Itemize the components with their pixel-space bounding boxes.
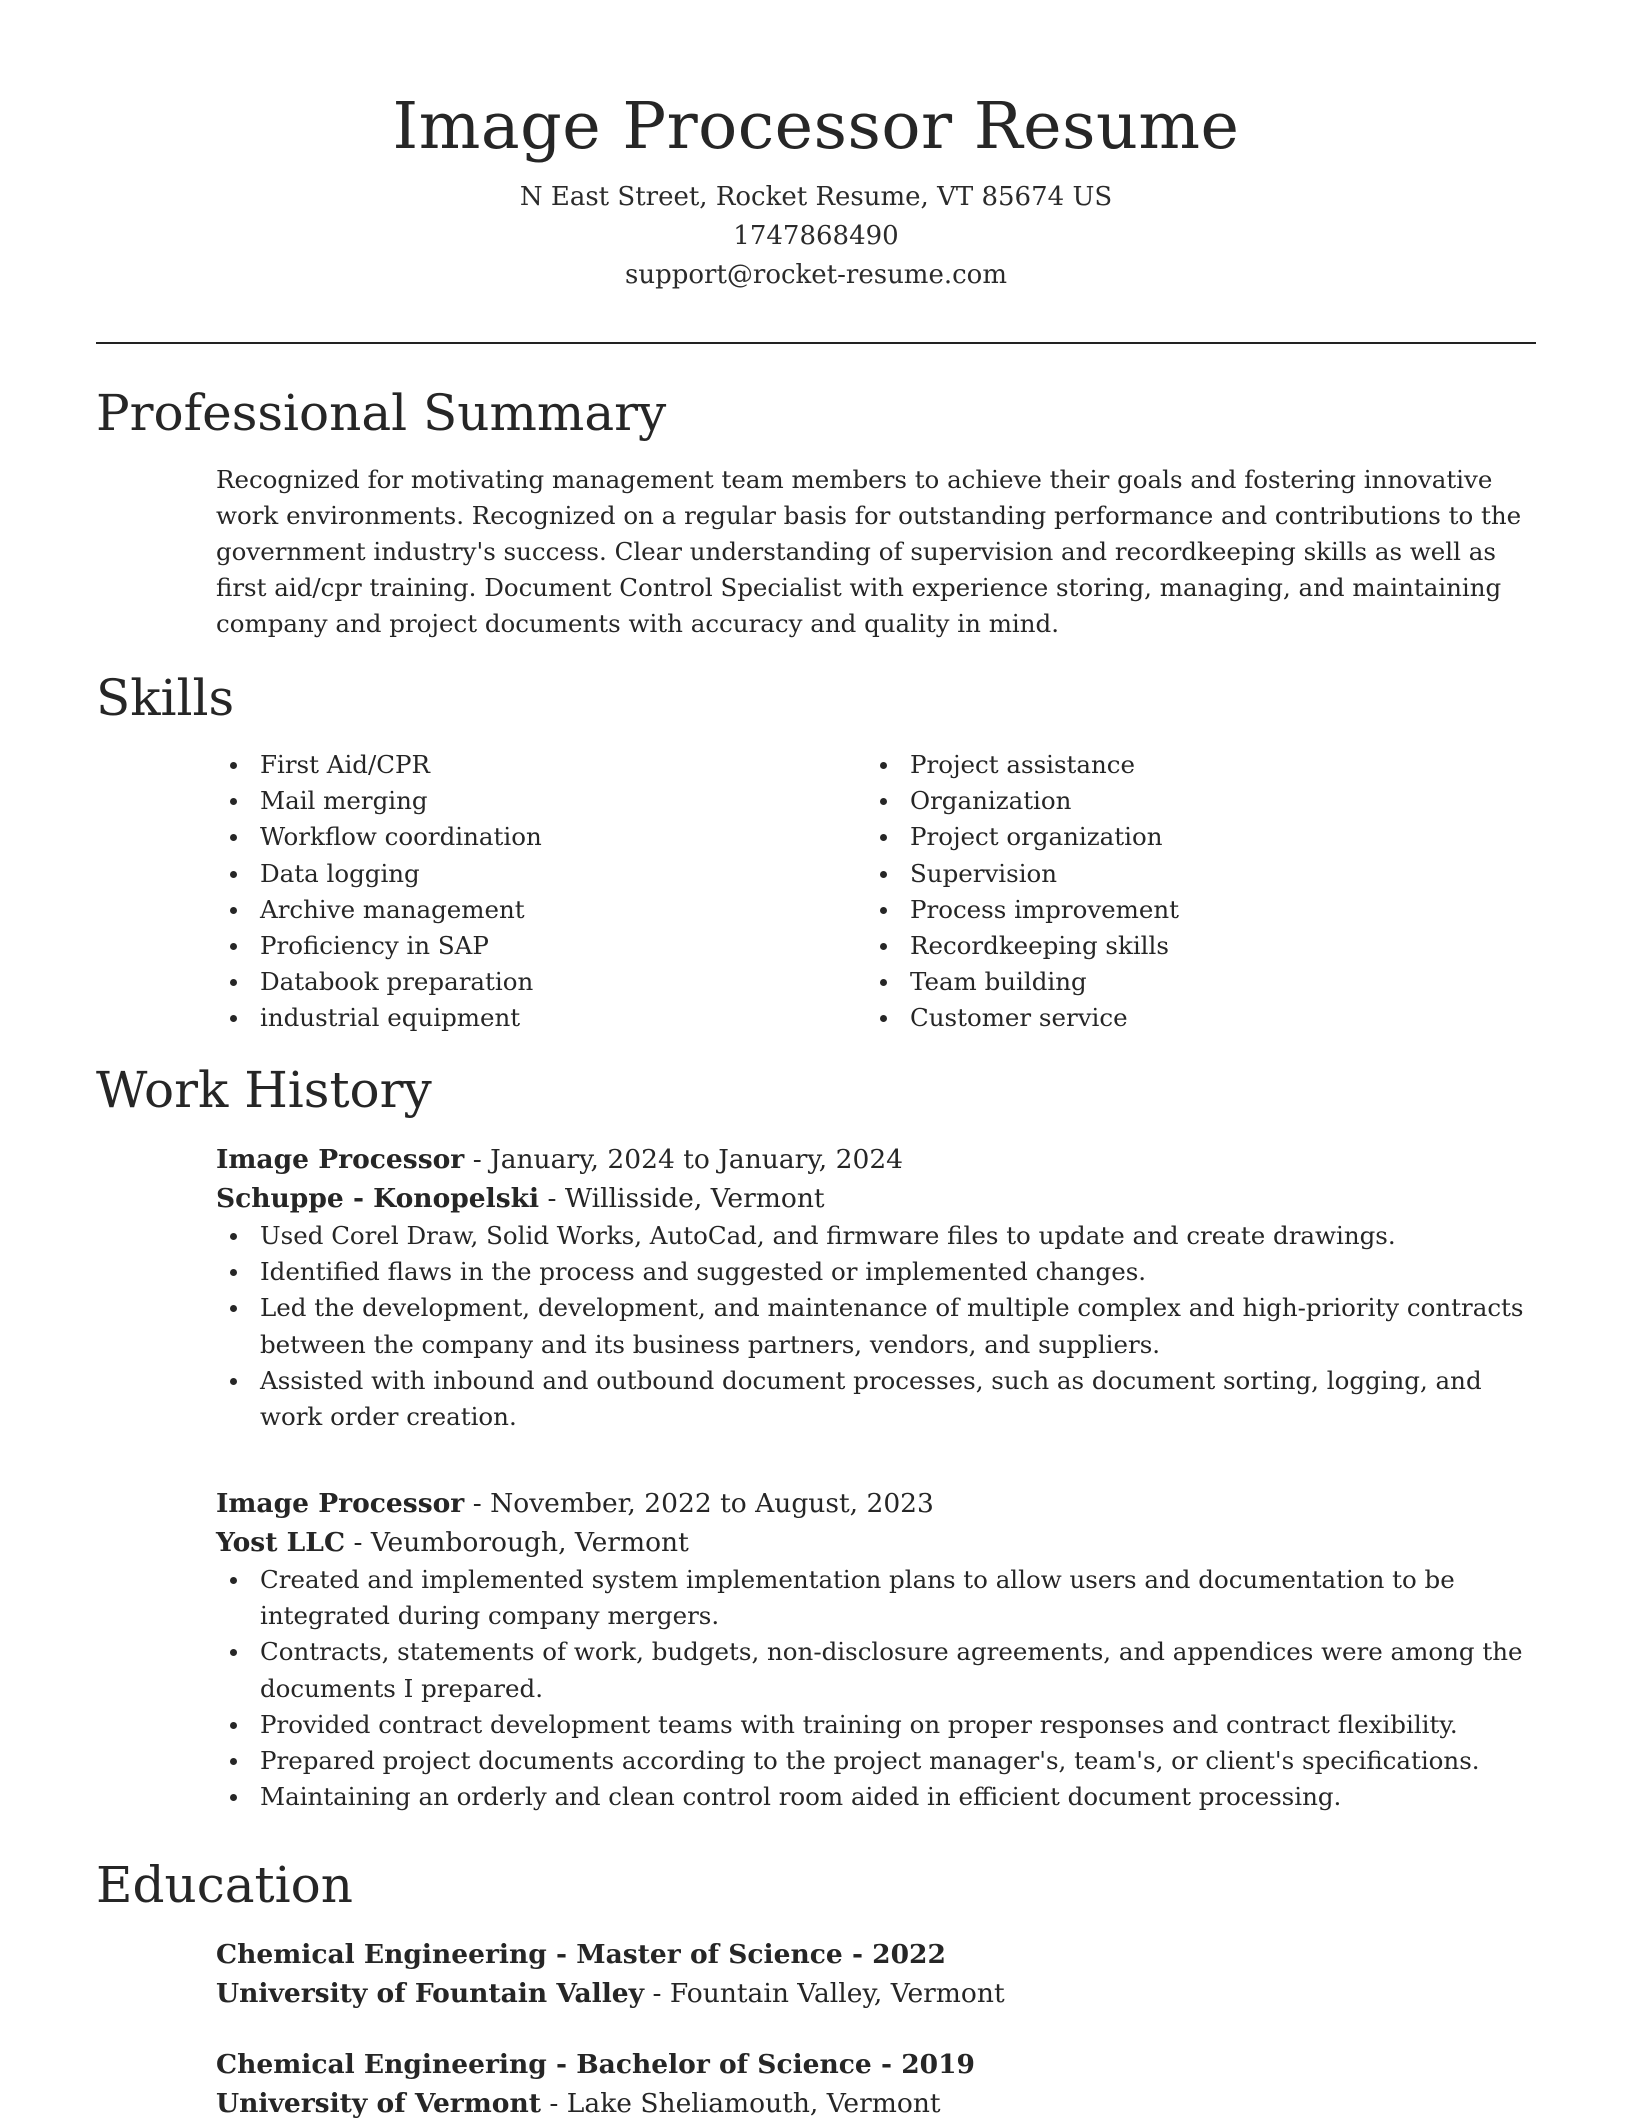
education-school-line <box>216 1974 1536 2013</box>
job-title-line <box>216 1484 1546 1523</box>
resume-title: Image Processor Resume <box>392 89 1240 164</box>
skill-item: Mail merging <box>216 783 836 819</box>
contact-phone: 1747868490 <box>733 221 899 251</box>
skill-item: Project assistance <box>866 747 1486 783</box>
skill-item: Recordkeeping skills <box>866 928 1486 964</box>
work-history-heading: Work History <box>96 1061 432 1119</box>
job-bullets <box>216 1562 1546 1815</box>
education-entry <box>216 2045 1536 2123</box>
skill-item: Archive management <box>216 892 836 928</box>
education-heading: Education <box>96 1856 353 1914</box>
job-bullet: Identified flaws in the process and suggested or implemented changes. <box>216 1254 1546 1290</box>
education-degree: Chemical Engineering - Bachelor of Science - 2019 <box>216 2049 975 2080</box>
summary-heading: Professional Summary <box>96 384 667 442</box>
skill-item: First Aid/CPR <box>216 747 836 783</box>
job-location: - Willisside, Vermont <box>539 1183 825 1214</box>
skill-item: Project organization <box>866 819 1486 855</box>
skill-item: Workflow coordination <box>216 819 836 855</box>
job-bullet: Provided contract development teams with training on proper responses and contract flexibility. <box>216 1707 1546 1743</box>
job-company-line <box>216 1179 1546 1218</box>
education-school: University of Fountain Valley <box>216 1978 645 2009</box>
job-bullet: Assisted with inbound and outbound document processes, such as document sorting, logging, and work order creation. <box>216 1363 1546 1435</box>
job-role: Image Processor <box>216 1144 465 1175</box>
job-entry <box>216 1140 1546 1435</box>
education-location: - Lake Sheliamouth, Vermont <box>541 2088 941 2119</box>
skills-left-column <box>216 747 836 1037</box>
skill-item: Customer service <box>866 1000 1486 1036</box>
skills-right-list <box>866 747 1486 1037</box>
job-bullet: Contracts, statements of work, budgets, non-disclosure agreements, and appendices were among the documents I prepared. <box>216 1634 1546 1706</box>
job-location: - Veumborough, Vermont <box>345 1527 689 1558</box>
education-school-line <box>216 2084 1536 2123</box>
job-bullets <box>216 1218 1546 1435</box>
job-title-line <box>216 1140 1546 1179</box>
resume-header <box>0 0 1632 295</box>
job-dates: - January, 2024 to January, 2024 <box>464 1144 904 1175</box>
summary-text: Recognized for motivating management team members to achieve their goals and fostering innovative work environments. Recognized on a regular basis for outstanding performance and contributions to the government industry's success. Clear understanding of supervision and recordkeeping skills as well as first aid/cpr training. Document Control Specialist with experience storing, managing, and maintaining company and project documents with accuracy and quality in mind. <box>216 465 1522 638</box>
education-degree: Chemical Engineering - Master of Science - 2022 <box>216 1939 946 1970</box>
skills-heading: Skills <box>96 669 235 727</box>
job-bullet: Prepared project documents according to the project manager's, team's, or client's specifications. <box>216 1743 1546 1779</box>
job-bullet: Led the development, development, and maintenance of multiple complex and high-priority contracts between the company and its business partners, vendors, and suppliers. <box>216 1290 1546 1362</box>
job-bullet: Created and implemented system implementation plans to allow users and documentation to be integrated during company mergers. <box>216 1562 1546 1634</box>
education-location: - Fountain Valley, Vermont <box>644 1978 1005 2009</box>
skill-item: Supervision <box>866 856 1486 892</box>
skill-item: Databook preparation <box>216 964 836 1000</box>
job-entry <box>216 1484 1546 1815</box>
skill-item: Proficiency in SAP <box>216 928 836 964</box>
skill-item: Process improvement <box>866 892 1486 928</box>
contact-email: support@rocket-resume.com <box>624 260 1007 290</box>
skills-right-column <box>866 747 1486 1037</box>
skill-item: Data logging <box>216 856 836 892</box>
skill-item: industrial equipment <box>216 1000 836 1036</box>
education-entry <box>216 1935 1536 2013</box>
header-divider <box>96 342 1536 344</box>
skill-item: Organization <box>866 783 1486 819</box>
job-company: Schuppe - Konopelski <box>216 1183 540 1214</box>
job-role: Image Processor <box>216 1488 465 1519</box>
skills-left-list <box>216 747 836 1037</box>
education-school: University of Vermont <box>216 2088 541 2119</box>
job-dates: - November, 2022 to August, 2023 <box>464 1488 934 1519</box>
job-bullet: Used Corel Draw, Solid Works, AutoCad, and firmware files to update and create drawings. <box>216 1218 1546 1254</box>
summary-section <box>216 462 1538 642</box>
contact-info <box>0 178 1632 295</box>
job-bullet: Maintaining an orderly and clean control room aided in efficient document processing. <box>216 1779 1546 1815</box>
contact-address: N East Street, Rocket Resume, VT 85674 US <box>519 182 1113 212</box>
job-company: Yost LLC <box>216 1527 346 1558</box>
skill-item: Team building <box>866 964 1486 1000</box>
job-company-line <box>216 1523 1546 1562</box>
